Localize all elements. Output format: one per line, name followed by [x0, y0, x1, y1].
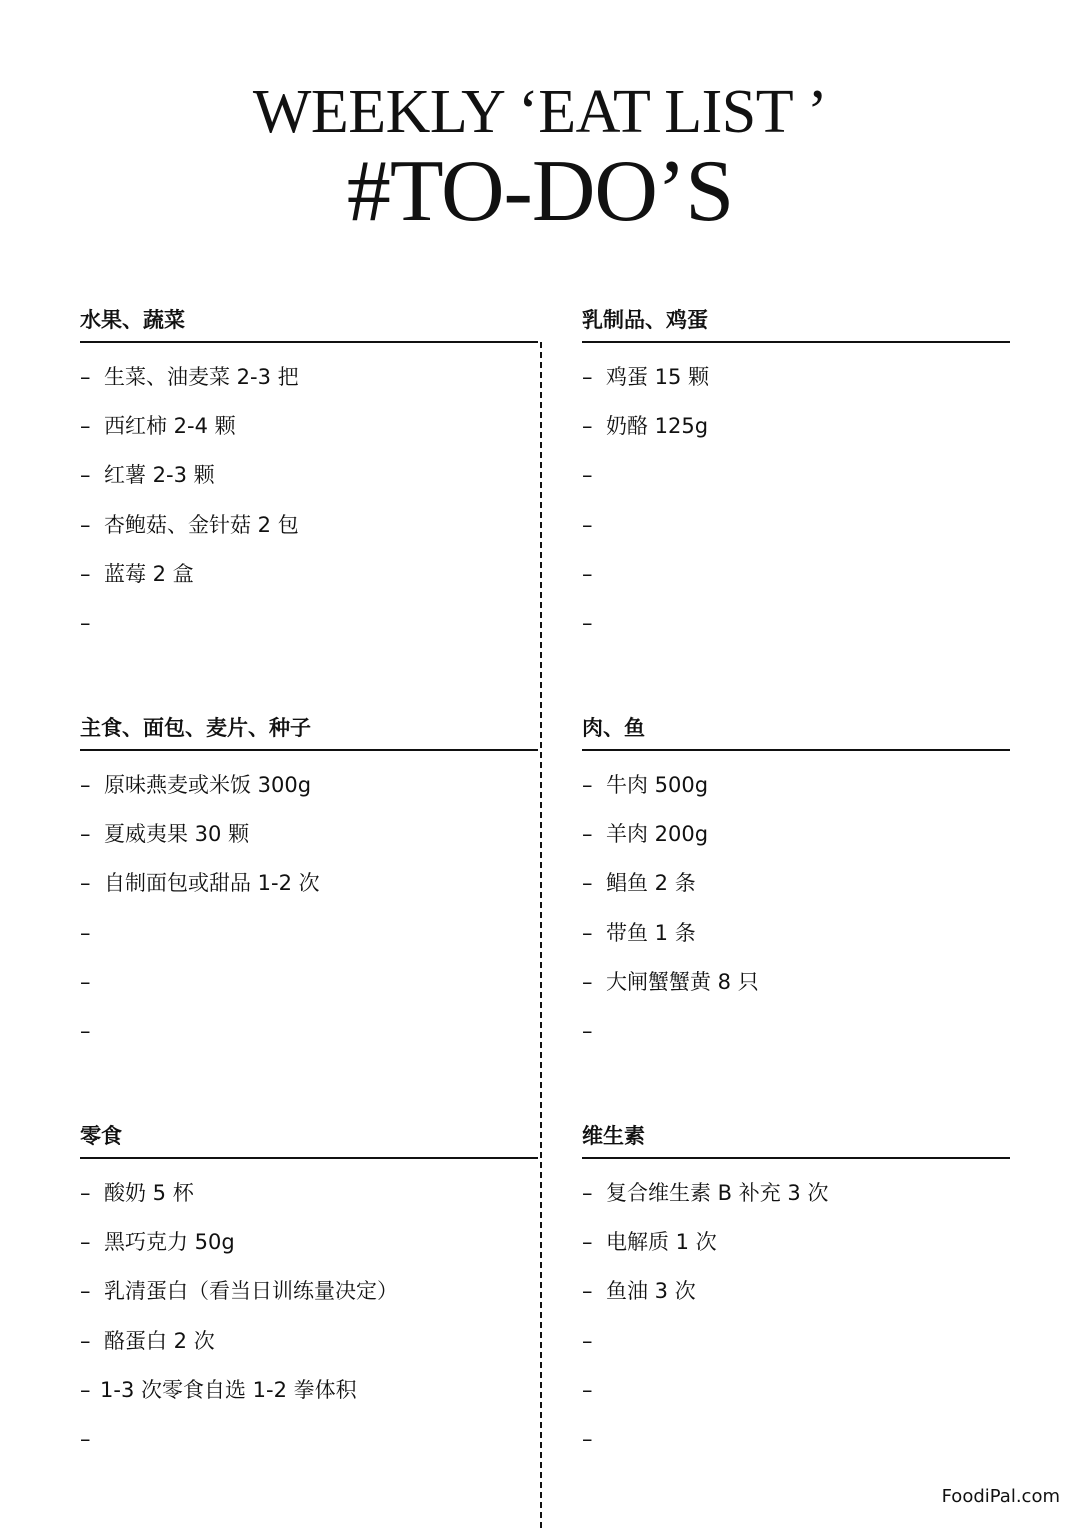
list-item: – 自制面包或甜品 1-2 次 [80, 871, 320, 896]
list-item: – 蓝莓 2 盒 [80, 561, 194, 586]
list-item: – 黑巧克力 50g [80, 1230, 235, 1255]
list-item: – 酪蛋白 2 次 [80, 1328, 215, 1353]
list-item: – 鲳鱼 2 条 [582, 871, 696, 896]
column-divider [540, 342, 542, 1528]
list-item: – 酸奶 5 杯 [80, 1181, 194, 1205]
section-header: 乳制品、鸡蛋 [582, 305, 1010, 343]
section-header: 主食、面包、麦片、种子 [80, 713, 538, 751]
list-item: – 夏威夷果 30 颗 [80, 822, 250, 847]
list-item: – [582, 1377, 593, 1402]
list-item: – 西红柿 2-4 颗 [80, 414, 236, 439]
list-item: – 电解质 1 次 [582, 1230, 717, 1255]
list-item: – 杏鲍菇、金针菇 2 包 [80, 512, 299, 537]
title-line-1: WEEKLY ‘EAT LIST ’ [252, 78, 828, 146]
item-list [582, 1169, 1010, 1464]
list-item: – [582, 610, 593, 635]
list-item: – 乳清蛋白（看当日训练量决定） [80, 1279, 398, 1304]
list-item: – [80, 1018, 91, 1043]
list-item: – 羊肉 200g [582, 822, 709, 847]
section-header: 零食 [80, 1121, 538, 1159]
list-item: – 复合维生素 B 补充 3 次 [582, 1181, 829, 1205]
section-fruits-vegetables [80, 305, 538, 648]
list-item: – [582, 1426, 593, 1451]
item-list [80, 353, 538, 648]
list-item: – 带鱼 1 条 [582, 920, 696, 945]
list-item: – 原味燕麦或米饭 300g [80, 773, 312, 797]
list-item: – 奶酪 125g [582, 414, 709, 439]
list-item: – [80, 610, 91, 635]
list-item: – 1-3 次零食自选 1-2 拳体积 [80, 1377, 357, 1402]
item-list [80, 761, 538, 1056]
section-snacks [80, 1121, 538, 1464]
section-header: 水果、蔬菜 [80, 305, 538, 343]
list-item: – 鱼油 3 次 [582, 1279, 696, 1304]
list-item: – [582, 463, 593, 488]
list-item: – 大闸蟹蟹黄 8 只 [582, 969, 759, 994]
list-item: – [582, 561, 593, 586]
list-item: – [80, 1426, 91, 1451]
list-item: – [80, 969, 91, 994]
item-list [582, 761, 1010, 1056]
section-header: 维生素 [582, 1121, 1010, 1159]
section-meat-fish [582, 713, 1010, 1056]
section-vitamins [582, 1121, 1010, 1464]
list-item: – [582, 512, 593, 537]
list-item: – 生菜、油麦菜 2-3 把 [80, 365, 299, 389]
footer-brand: FoodiPal.com [941, 1486, 1060, 1507]
list-item: – 红薯 2-3 颗 [80, 463, 215, 488]
section-dairy-eggs [582, 305, 1010, 648]
section-staples-grains [80, 713, 538, 1056]
item-list [80, 1169, 538, 1464]
item-list [582, 353, 1010, 648]
title-line-2: #TO-DO’S [346, 143, 734, 240]
list-item: – [80, 920, 91, 945]
list-item: – [582, 1328, 593, 1353]
list-item: – 牛肉 500g [582, 773, 709, 797]
list-item: – [582, 1018, 593, 1043]
section-header: 肉、鱼 [582, 713, 1010, 751]
list-item: – 鸡蛋 15 颗 [582, 365, 710, 389]
